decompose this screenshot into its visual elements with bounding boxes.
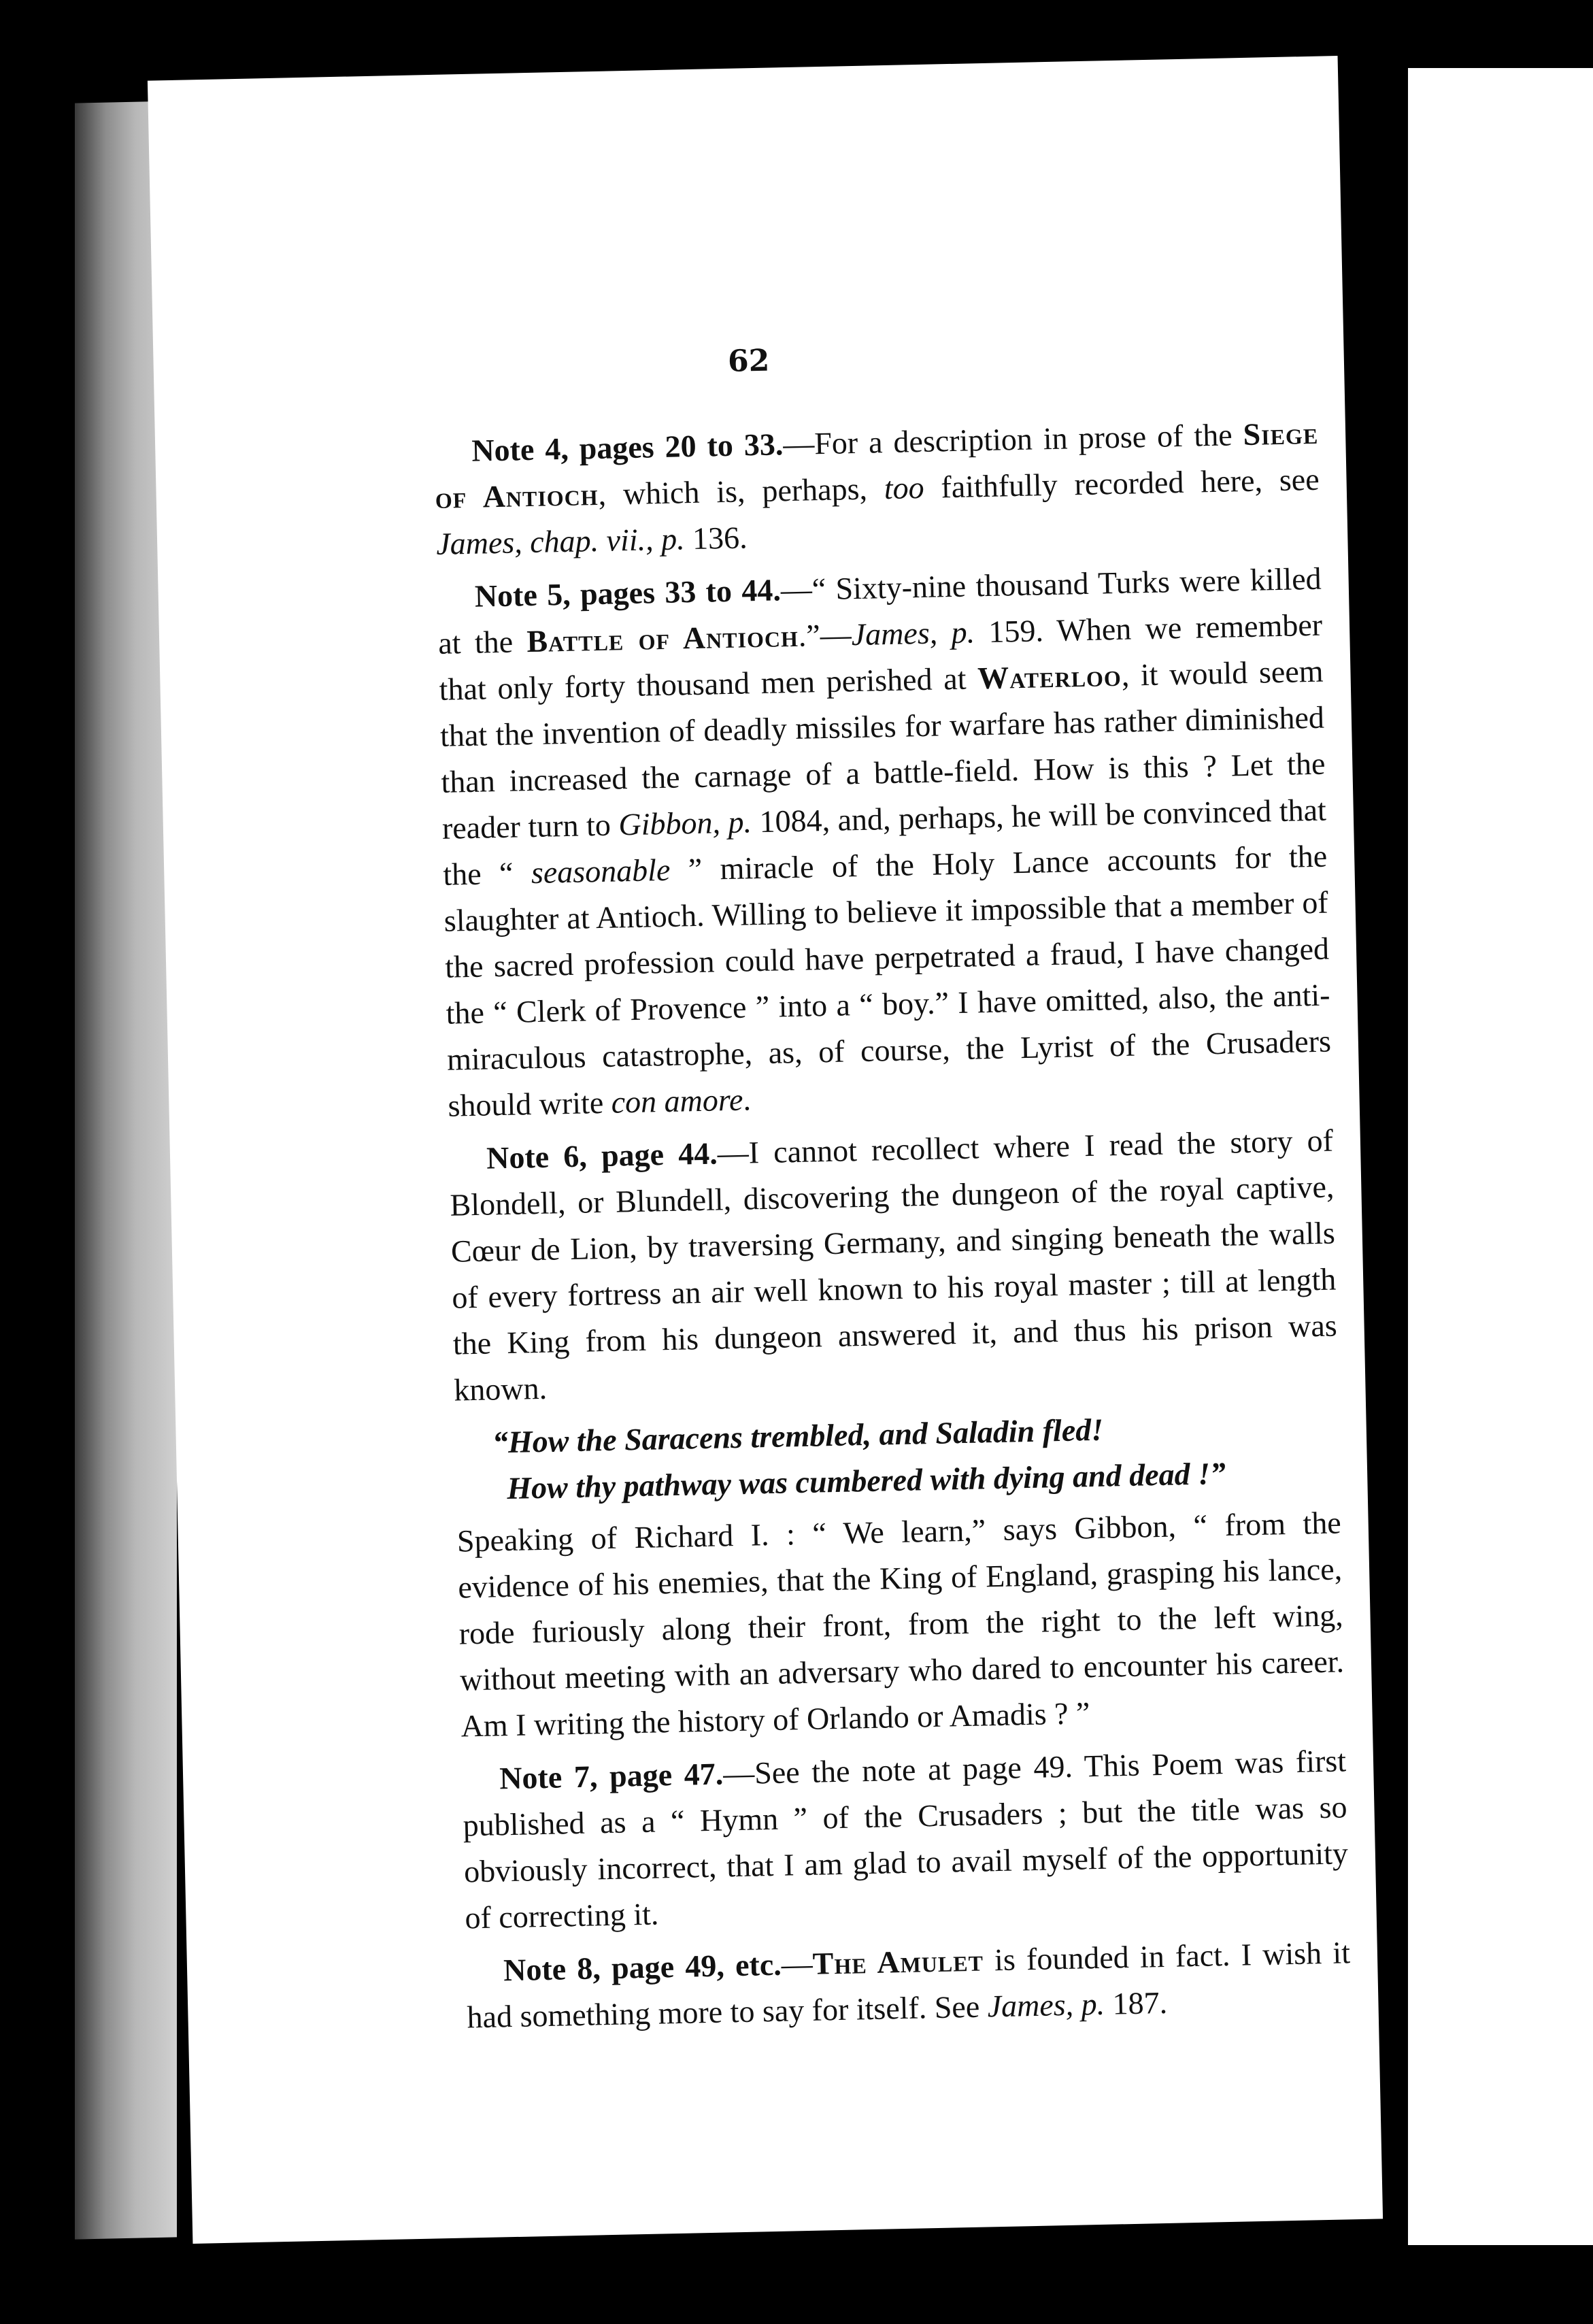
note-5-text: , it would seem that the invention of deadly missiles for warfare has rather diminished than increased the carnage of a battle-field. How is this ? Let the reader turn to [439,653,1326,846]
note-4 [434,410,1321,567]
note-5-seasonable: seasonable [531,852,671,891]
verse-line-2: How thy pathway was cumbered with dying and dead !” [506,1455,1226,1506]
note-8-text: 187. [1104,1985,1168,2021]
note-6-continued [456,1499,1345,1749]
note-4-text: —For a description in prose of the [782,417,1244,462]
notes-text [434,410,1352,2048]
note-4-heading: Note 4, pages 20 to 33. [471,427,784,468]
note-5-waterloo: Waterloo [977,657,1122,696]
note-5-con-amore: con amore [611,1082,743,1120]
note-5-text: —“ Sixty-nine thousand Turks were killed at the [437,561,1322,661]
scan-speck [12,469,18,488]
note-8-amulet: The Amulet [812,1942,984,1981]
note-8-heading: Note 8, page 49, etc. [503,1946,782,1988]
note-6-heading: Note 6, page 44. [486,1135,718,1176]
book-page [148,56,1383,2244]
page-number: 62 [727,343,770,379]
note-4-text: 136. [684,520,748,557]
note-8-text: is founded in fact. I wish it had something more to say for itself. See [467,1935,1351,2035]
note-4-james-ref: James, chap. vii., p. [435,521,686,561]
note-4-siege: Siege of Antioch [435,415,1319,515]
note-8-text: — [781,1946,814,1982]
note-5-text: . [742,1082,752,1117]
note-5 [437,556,1332,1129]
note-5-text: 159. When we remember that only forty thousand men perished at [439,607,1323,707]
note-4-text: , which is, perhaps, [598,471,885,512]
note-5-battle: Battle of Antioch [526,618,799,659]
note-6-text: —I cannot recollect where I read the story of Blondell, or Blundell, discovering the dungeon of the royal captive, Cœur de Lion, by traversing Germany, and singing beneath the walls of every fortress an air well known to his royal master ; till at length the King from his dungeon answered it, and thus his prison was known. [450,1123,1338,1408]
note-5-james-ref: James, p. [851,614,975,652]
note-5-text: ” miracle of the Holy Lance accounts for the slaughter at Antioch. Willing to believe it impossible that a member of the sacred profession could have perpetrated a fraud, I have changed the “ Clerk of Provence ” into a “ boy.” I have omitted, also, the anti-miraculous catastrophe, as, of course, the Lyrist of the Crusaders should write [443,838,1332,1123]
note-5-text: 1084, and, perhaps, he will be convinced that the “ [442,792,1327,892]
note-8 [465,1929,1352,2040]
scan-speck [1403,133,1408,139]
verse-quotation [454,1401,1341,1512]
note-6-gibbon-quote: Speaking of Richard I. : “ We learn,” says Gibbon, “ from the evidence of his enemies, that the King of England, grasping his lance, rode furiously along their front, from the right to the left wing, without meeting with an adversary who dared to encounter his career. Am I writing the history of Orlando or Amadis ? ” [456,1505,1345,1744]
note-5-gibbon-ref: Gibbon, p. [618,804,752,842]
note-4-too: too [884,469,925,506]
verse-line-1: “How the Saracens trembled, and Saladin fled! [492,1412,1104,1460]
note-4-text: faithfully recorded here, see [924,461,1320,505]
note-6 [448,1118,1338,1414]
note-7 [462,1738,1349,1941]
note-7-heading: Note 7, page 47. [499,1756,724,1796]
facing-page [1408,68,1593,2245]
note-5-heading: Note 5, pages 33 to 44. [474,572,782,614]
note-5-text: .”— [798,617,852,653]
note-8-james-ref: James, p. [987,1986,1105,2024]
note-7-text: —See the note at page 49. This Poem was first published as a “ Hymn ” of the Crusaders ; but the title was so obviously incorrect, that I am glad to avail myself of the opportunity of correcting it. [463,1743,1349,1936]
